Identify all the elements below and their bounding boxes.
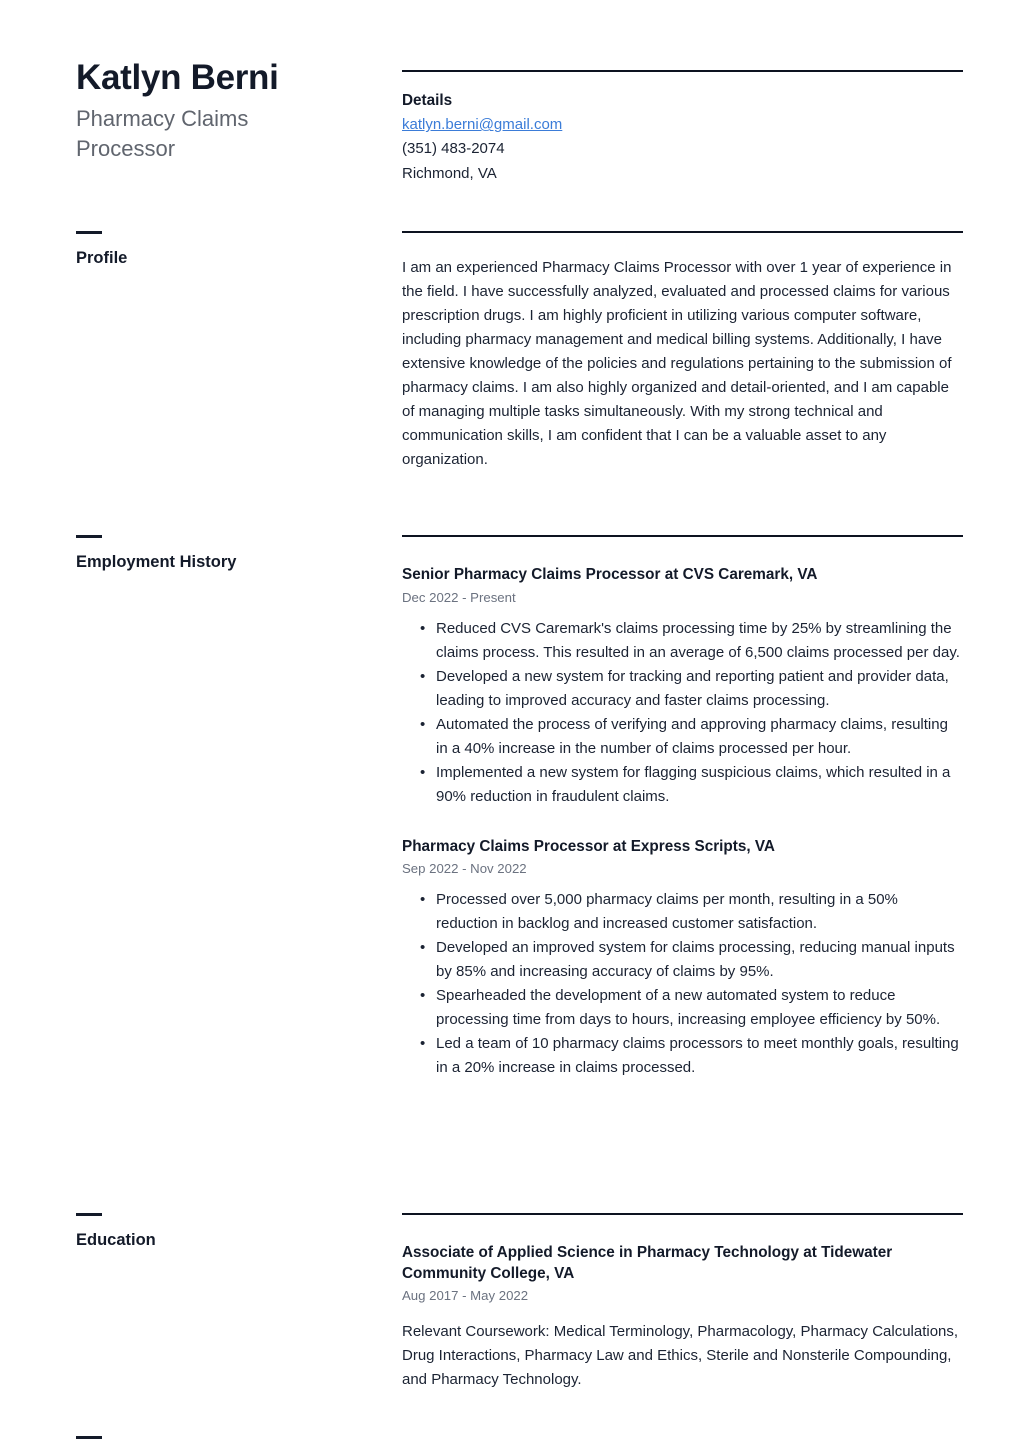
- section-dash-icon: [76, 1436, 102, 1439]
- employment-section: [402, 535, 963, 1080]
- list-item: • Processed over 5,000 pharmacy claims per month, resulting in a 50% reduction in backlog and increased customer satisfaction.: [436, 888, 963, 936]
- phone-text: (351) 483-2074: [402, 140, 505, 158]
- details-heading: Details: [402, 92, 453, 110]
- resume-header: [76, 58, 376, 163]
- job-dates: Sep 2022 - Nov 2022: [402, 861, 527, 877]
- email-link[interactable]: katlyn.berni@gmail.com: [402, 116, 563, 134]
- profile-section: [402, 231, 963, 472]
- section-dash-icon: [76, 1213, 102, 1216]
- job-title-heading: Senior Pharmacy Claims Processor at CVS Caremark, VA: [402, 566, 818, 584]
- education-divider: [402, 1213, 963, 1215]
- sidebar-item-employment: [76, 535, 376, 573]
- location-text: Richmond, VA: [402, 164, 497, 182]
- job-title-heading: Pharmacy Claims Processor at Express Scripts, VA: [402, 837, 775, 855]
- email-row: [402, 113, 963, 137]
- job-title: Pharmacy Claims Processor: [76, 106, 249, 161]
- details-divider: [402, 70, 963, 72]
- list-item: • Developed a new system for tracking and reporting patient and provider data, leading to improved accuracy and faster claims processing.: [436, 665, 963, 713]
- section-label-profile: Profile: [76, 249, 128, 267]
- list-item: • Automated the process of verifying and approving pharmacy claims, resulting in a 40% increase in the number of claims processed per hour.: [436, 713, 963, 761]
- employment-entry: [402, 837, 963, 1080]
- job-bullet-list: [402, 617, 963, 809]
- job-bullet-list: [402, 888, 963, 1080]
- coursework-text: Relevant Coursework: Medical Terminology, Pharmacology, Pharmacy Calculations, Drug Interactions, Pharmacy Law and Ethics, Sterile and Nonsterile Compounding, and Pharmacy Technology.: [402, 1323, 959, 1389]
- degree-title: Associate of Applied Science in Pharmacy Technology at Tidewater Community College, VA: [402, 1244, 893, 1282]
- sidebar-item-education: [76, 1213, 376, 1251]
- profile-divider: [402, 231, 963, 233]
- section-dash-icon: [76, 535, 102, 538]
- section-label-education: Education: [76, 1231, 156, 1249]
- sidebar-item-profile: [76, 231, 376, 269]
- list-item: • Developed an improved system for claims processing, reducing manual inputs by 85% and increasing accuracy of claims by 95%.: [436, 936, 963, 984]
- sidebar-item-next-section: [76, 1436, 376, 1454]
- education-entry: [402, 1243, 963, 1392]
- list-item: • Led a team of 10 pharmacy claims processors to meet monthly goals, resulting in a 20% increase in claims processed.: [436, 1032, 963, 1080]
- job-dates: Dec 2022 - Present: [402, 589, 516, 605]
- list-item: • Implemented a new system for flagging suspicious claims, which resulted in a 90% reduction in fraudulent claims.: [436, 761, 963, 809]
- employment-divider: [402, 535, 963, 537]
- employment-entry: [402, 565, 963, 808]
- section-dash-icon: [76, 231, 102, 234]
- section-label-employment: Employment History: [76, 553, 237, 571]
- profile-text: I am an experienced Pharmacy Claims Processor with over 1 year of experience in the field. I have successfully analyzed, evaluated and processed claims for various prescription drugs. I am highly proficient in utilizing various computer software, including pharmacy management and medical billing systems. Additionally, I have extensive knowledge of the policies and regulations pertaining to the submission of pharmacy claims. I am also highly organized and detail-oriented, and I am capable of managing multiple tasks simultaneously. With my strong technical and communication skills, I am confident that I can be a valuable asset to any organization.: [402, 259, 952, 469]
- page-title: Katlyn Berni: [76, 58, 279, 97]
- degree-dates: Aug 2017 - May 2022: [402, 1288, 529, 1304]
- list-item: • Spearheaded the development of a new automated system to reduce processing time from days to hours, increasing employee efficiency by 50%.: [436, 984, 963, 1032]
- list-item: • Reduced CVS Caremark's claims processing time by 25% by streamlining the claims process. This resulted in an average of 6,500 claims processed per day.: [436, 617, 963, 665]
- education-section: [402, 1213, 963, 1392]
- details-section: [402, 70, 963, 186]
